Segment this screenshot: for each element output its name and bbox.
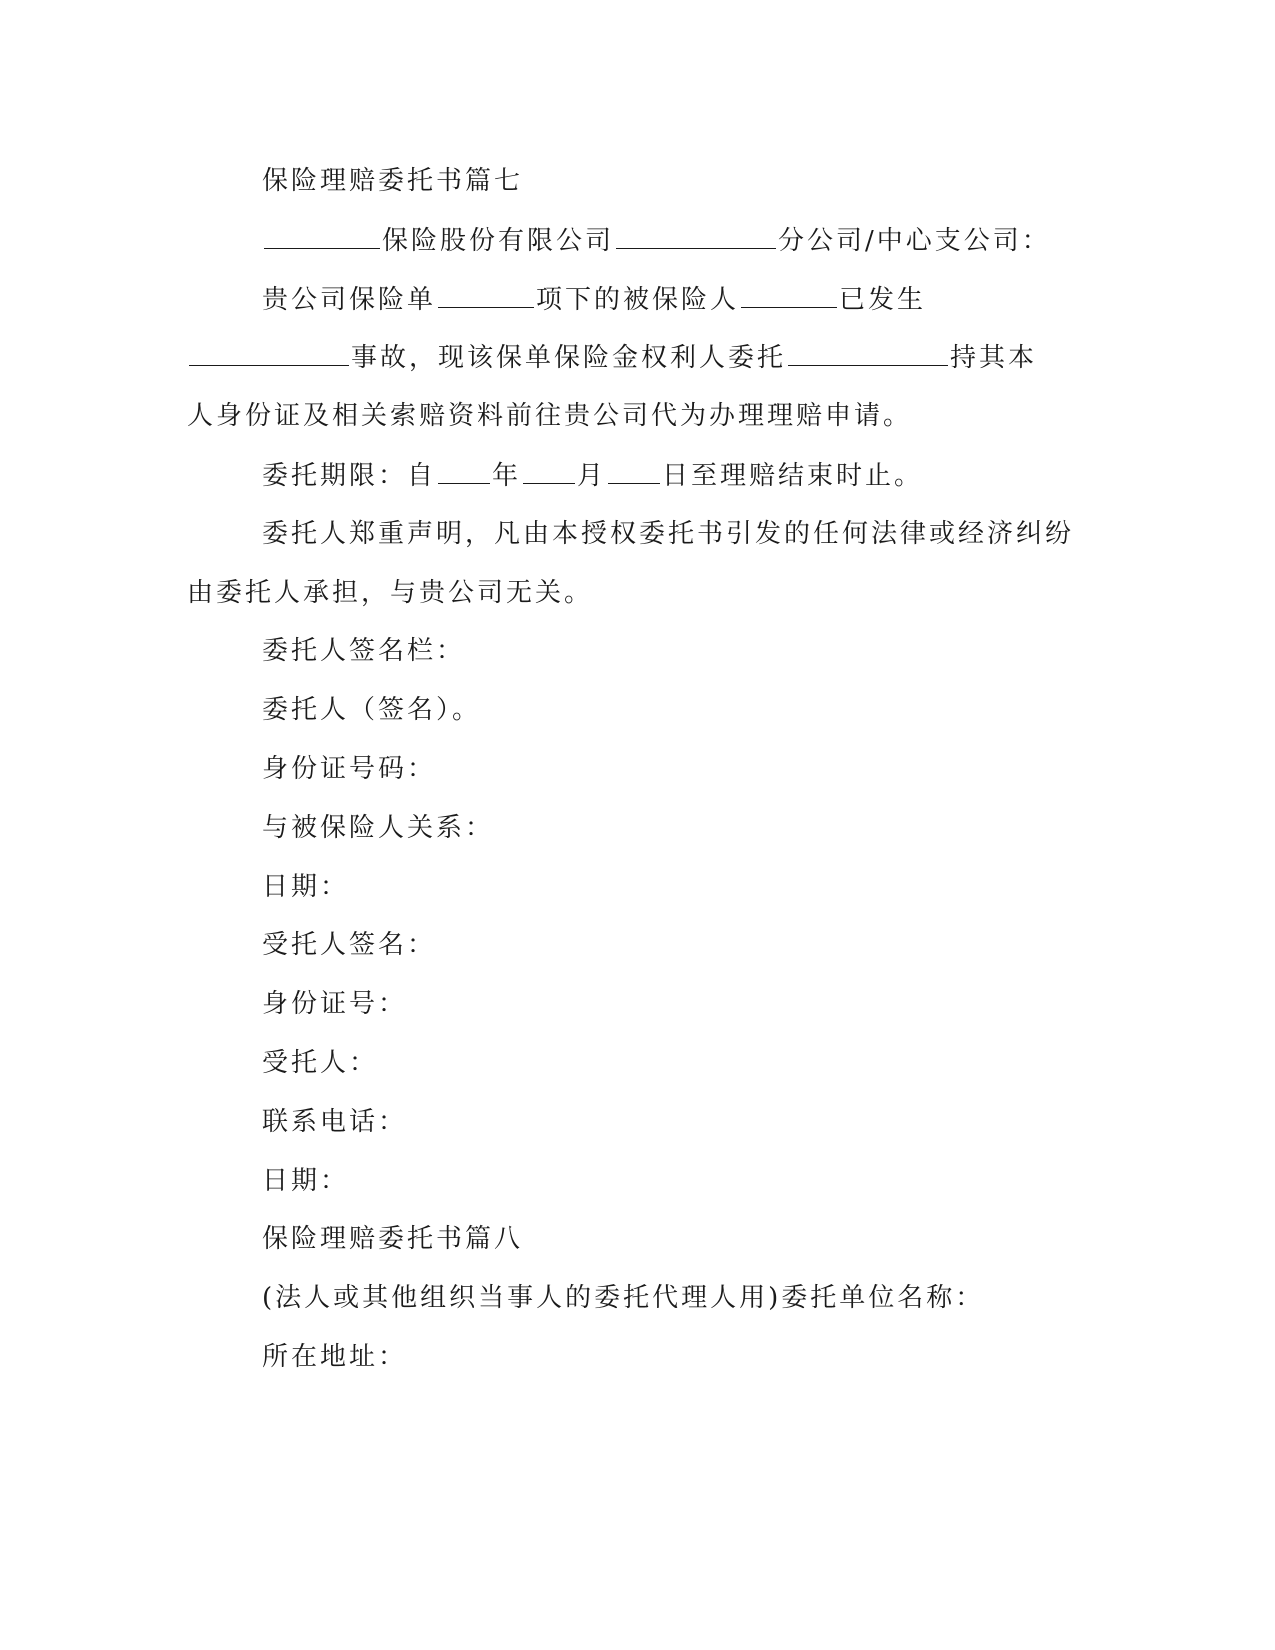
field-trustee-date: 日期： [262,1166,350,1196]
addressee-line: 保险股份有限公司 分公司/中心支公司： [0,220,1275,260]
policy-paragraph-line-1: 贵公司保险单 项下的被保险人 已发生 [0,279,1275,319]
field-trustee: 受托人： [262,1048,379,1078]
field-principal-signature-header: 委托人签名栏： [262,636,466,666]
accident-type-blank [189,337,349,366]
insured-name-blank [741,279,837,308]
company-name-blank [264,220,380,249]
section8-entrusting-unit-name: (法人或其他组织当事人的委托代理人用)委托单位名称： [262,1283,985,1313]
field-trustee-id-number: 身份证号： [262,989,408,1019]
field-principal-date: 日期： [262,872,350,902]
field-relationship-to-insured: 与被保险人关系： [262,813,495,843]
field-principal-signature: 委托人（签名）。 [262,695,482,725]
section8-address: 所在地址： [262,1342,408,1372]
policy-paragraph-line-3: 人身份证及相关索赔资料前往贵公司代为办理理赔申请。 [187,401,913,431]
statement-line-2: 由委托人承担，与贵公司无关。 [187,578,594,608]
field-contact-phone: 联系电话： [262,1107,408,1137]
term-line: 委托期限：自 年 月 日至理赔结束时止。 [0,455,1275,495]
statement-line-1: 委托人郑重声明，凡由本授权委托书引发的任何法律或经济纠纷 [262,519,1075,549]
section8-title: 保险理赔委托书篇八 [262,1224,524,1254]
policy-paragraph-line-2: 事故，现该保单保险金权利人委托 持其本 [0,337,1275,377]
section7-title: 保险理赔委托书篇七 [262,166,524,196]
year-blank [438,455,490,484]
policy-number-blank [438,279,534,308]
branch-name-blank [616,220,776,249]
month-blank [523,455,575,484]
field-trustee-signature: 受托人签名： [262,930,437,960]
day-blank [608,455,660,484]
trustee-name-blank [788,337,948,366]
field-principal-id-number: 身份证号码： [262,754,437,784]
